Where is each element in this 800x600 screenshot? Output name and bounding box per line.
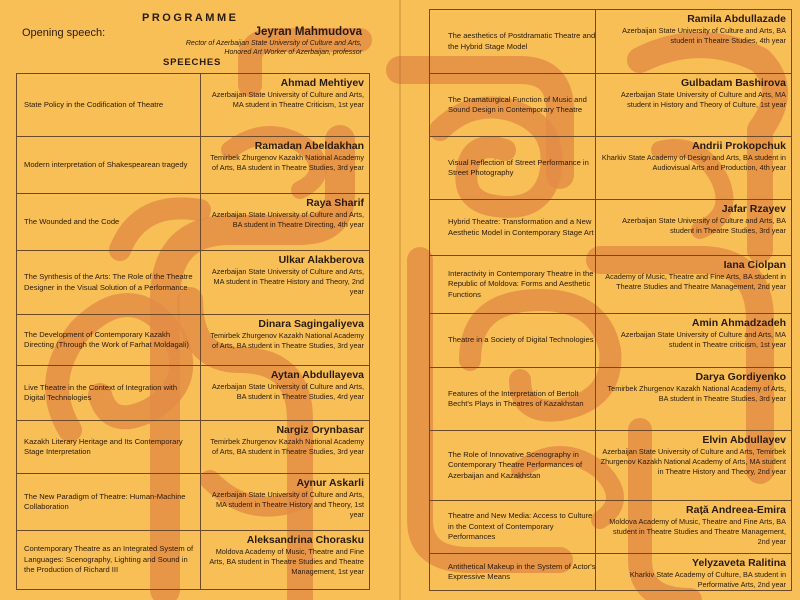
speaker-name: Andrii Prokopchuk — [692, 140, 786, 152]
speaker-affiliation: Moldova Academy of Music, Theatre and Fine Arts, BA student in Theatre Studies and Theatre Management, 2nd year — [609, 517, 786, 547]
speaker-name: Rață Andreea-Emira — [686, 504, 786, 516]
speech-topic: Visual Reflection of Street Performance in Street Photography — [448, 157, 589, 177]
speaker-block — [600, 504, 786, 548]
speaker-name: Aytan Abdullayeva — [270, 369, 364, 381]
speaker-affiliation: Kharkiv State Academy of Design and Arts, BA student in Audiovisual Arts and Production, 4th year — [601, 153, 786, 173]
speeches-table-right — [429, 9, 792, 591]
table-row — [430, 256, 791, 314]
speech-topic: Live Theatre in the Context of Integration with Digital Technologies — [24, 382, 178, 402]
speaker-name: Elvin Abdullayev — [702, 434, 786, 446]
opening-speaker — [160, 26, 362, 57]
speaker-block — [600, 140, 786, 173]
speech-topic: Theatre in a Society of Digital Technologies — [448, 335, 594, 345]
speech-topic: Theatre and New Media: Access to Culture in the Context of Contemporary Performances — [448, 511, 593, 542]
speaker-affiliation: Azerbaijan State University of Culture and Arts, MA student in History and Theory of Culture, 1st year — [620, 90, 786, 110]
speaker-block — [600, 259, 786, 292]
speeches-table-left — [16, 73, 370, 590]
speech-topic: The Role of Innovative Scenography in Contemporary Theatre Performances of Azerbaijan and Kazakhstan — [448, 449, 583, 480]
speaker-block — [205, 369, 364, 402]
table-row — [17, 366, 369, 421]
speech-topic: Features of the Interpretation of Bertolt Becht's Plays in Theatres of Kazakhstan — [448, 388, 584, 408]
table-row — [17, 74, 369, 137]
speaker-affiliation: Azerbaijan State University of Culture and Arts, MA student in Theatre History and Theory, 1st year — [211, 490, 364, 520]
table-row — [430, 137, 791, 200]
speaker-affiliation: Moldova Academy of Music, Theatre and Fine Arts, BA student in Theatre Studies and Theatre Management, 1st year — [209, 547, 364, 577]
speech-topic: Kazakh Literary Heritage and Its Contemporary Stage Interpretation — [24, 436, 183, 456]
table-row — [17, 474, 369, 531]
speaker-block — [205, 197, 364, 230]
speech-topic: Contemporary Theatre as an Integrated System of Languages: Scenography, Lighting and Sound in the Production of Richard III — [24, 544, 194, 575]
speaker-name: Nargiz Orynbasar — [276, 424, 364, 436]
speaker-block — [600, 371, 786, 404]
table-row — [17, 421, 369, 474]
speaker-block — [205, 318, 364, 351]
opening-speech-label: Opening speech: — [22, 27, 106, 39]
speaker-block — [600, 77, 786, 110]
speech-topic: The Development of Contemporary Kazakh Directing (Through the Work of Farhat Moldagali) — [24, 329, 189, 349]
table-row — [430, 554, 791, 590]
speaker-affiliation: Kharkiv State Academy of Culture, BA student in Performative Arts, 2nd year — [629, 570, 786, 590]
speaker-block — [600, 557, 786, 590]
speaker-affiliation: Azerbaijan State University of Culture and Arts, BA student in Theatre Studies, 3rd year — [622, 216, 786, 236]
speech-topic: Modern interpretation of Shakespearean tragedy — [24, 159, 188, 169]
speaker-block — [600, 13, 786, 46]
speech-topic: Hybrid Theatre: Transformation and a New Aesthetic Model in Contemporary Stage Art — [448, 217, 594, 237]
speaker-block — [600, 317, 786, 350]
speech-topic: The aesthetics of Postdramatic Theatre and the Hybrid Stage Model — [448, 31, 596, 51]
speaker-block — [205, 254, 364, 298]
speech-topic: The New Paradigm of Theatre: Human-Machine Collaboration — [24, 491, 186, 511]
table-row — [17, 531, 369, 589]
speaker-affiliation: Azerbaijan State University of Culture and Arts, BA student in Theatre Studies, 4rd year — [211, 382, 364, 402]
table-row — [430, 431, 791, 501]
table-row — [430, 74, 791, 137]
speaker-affiliation: Temirbek Zhurgenov Kazakh National Academy of Arts, BA student in Theatre Studies, 3rd year — [210, 437, 364, 457]
speech-topic: The Wounded and the Code — [24, 216, 120, 226]
speaker-affiliation: Azerbaijan State University of Culture and Arts, Temirbek Zhurgenov Kazakh National Academy of Arts, MA student in Theatre History and Theory, 2nd year — [600, 447, 786, 477]
speaker-name: Darya Gordiyenko — [695, 371, 786, 383]
speaker-block — [600, 434, 786, 478]
speaker-name: Ulkar Alakberova — [278, 254, 364, 266]
table-row — [430, 314, 791, 368]
speaker-block — [205, 77, 364, 110]
table-row — [430, 501, 791, 554]
speaker-affiliation: Temirbek Zhurgenov Kazakh National Academy of Arts, BA student in Theatre Studies, 3rd year — [607, 384, 786, 404]
speaker-affiliation: Academy of Music, Theatre and Fine Arts, BA student in Theatre Studies and Theatre Management, 2nd year — [605, 272, 786, 292]
speech-topic: Interactivity in Contemporary Theatre in the Republic of Moldova: Forms and Aesthetic Functions — [448, 268, 594, 299]
speaker-block — [205, 140, 364, 173]
speaker-name: Amin Ahmadzadeh — [691, 317, 786, 329]
table-row — [430, 10, 791, 74]
programme-title: PROGRAMME — [142, 12, 239, 24]
speaker-name: Aynur Askarli — [296, 477, 364, 489]
speaker-affiliation: Temirbek Zhurgenov Kazakh National Academy of Arts, BA student in Theatre Studies, 3rd year — [210, 331, 364, 351]
speech-topic: The Synthesis of the Arts: The Role of the Theatre Designer in the Visual Solution of a Performance — [24, 272, 193, 292]
table-row — [430, 368, 791, 431]
speaker-block — [205, 477, 364, 521]
table-row — [17, 194, 369, 251]
opening-speaker-affiliation: Rector of Azerbaijan State University of Culture and Arts, Honored Art Worker of Azerbaijan, professor — [185, 40, 362, 56]
speaker-affiliation: Azerbaijan State University of Culture and Arts, MA student in Theatre History and Theory, 2nd year — [211, 267, 364, 297]
speaker-name: Ramadan Abeldakhan — [254, 140, 364, 152]
speaker-name: Iana Ciolpan — [723, 259, 786, 271]
speaker-name: Jafar Rzayev — [721, 203, 786, 215]
speaker-affiliation: Azerbaijan State University of Culture and Arts, BA student in Theatre Studies, 4th year — [622, 26, 786, 46]
speaker-name: Yelyzaveta Ralitina — [692, 557, 786, 569]
table-row — [17, 251, 369, 315]
speech-topic: State Policy in the Codification of Theatre — [24, 99, 164, 109]
speaker-name: Ramila Abdullazade — [687, 13, 786, 25]
speaker-name: Gulbadam Bashirova — [680, 77, 786, 89]
speaker-block — [205, 534, 364, 578]
page-fold — [399, 0, 401, 600]
speaker-name: Dinara Sagingaliyeva — [258, 318, 364, 330]
speaker-block — [600, 203, 786, 236]
speech-topic: Antithetical Makeup in the System of Actor's Expressive Means — [448, 561, 596, 581]
speaker-name: Raya Sharif — [306, 197, 364, 209]
speaker-affiliation: Temirbek Zhurgenov Kazakh National Academy of Arts, BA student in Theatre Studies, 3rd year — [210, 153, 364, 173]
speaker-affiliation: Azerbaijan State University of Culture and Arts, MA student in Theatre Criticism, 1st year — [211, 90, 364, 110]
speech-topic: The Dramaturgical Function of Music and Sound Design in Contemporary Theatre — [448, 94, 587, 114]
speaker-block — [205, 424, 364, 457]
table-row — [430, 200, 791, 256]
table-row — [17, 315, 369, 366]
speaker-affiliation: Azerbaijan State University of Culture and Arts, BA student in Theatre Directing, 4th year — [211, 210, 364, 230]
speaker-name: Ahmad Mehtiyev — [280, 77, 364, 89]
speaker-affiliation: Azerbaijan State University of Culture and Arts, MA student in Theatre criticism, 1st year — [620, 330, 786, 350]
speeches-title: SPEECHES — [163, 57, 222, 68]
table-row — [17, 137, 369, 194]
opening-speaker-name: Jeyran Mahmudova — [254, 26, 362, 38]
speaker-name: Aleksandrina Chorasku — [246, 534, 364, 546]
